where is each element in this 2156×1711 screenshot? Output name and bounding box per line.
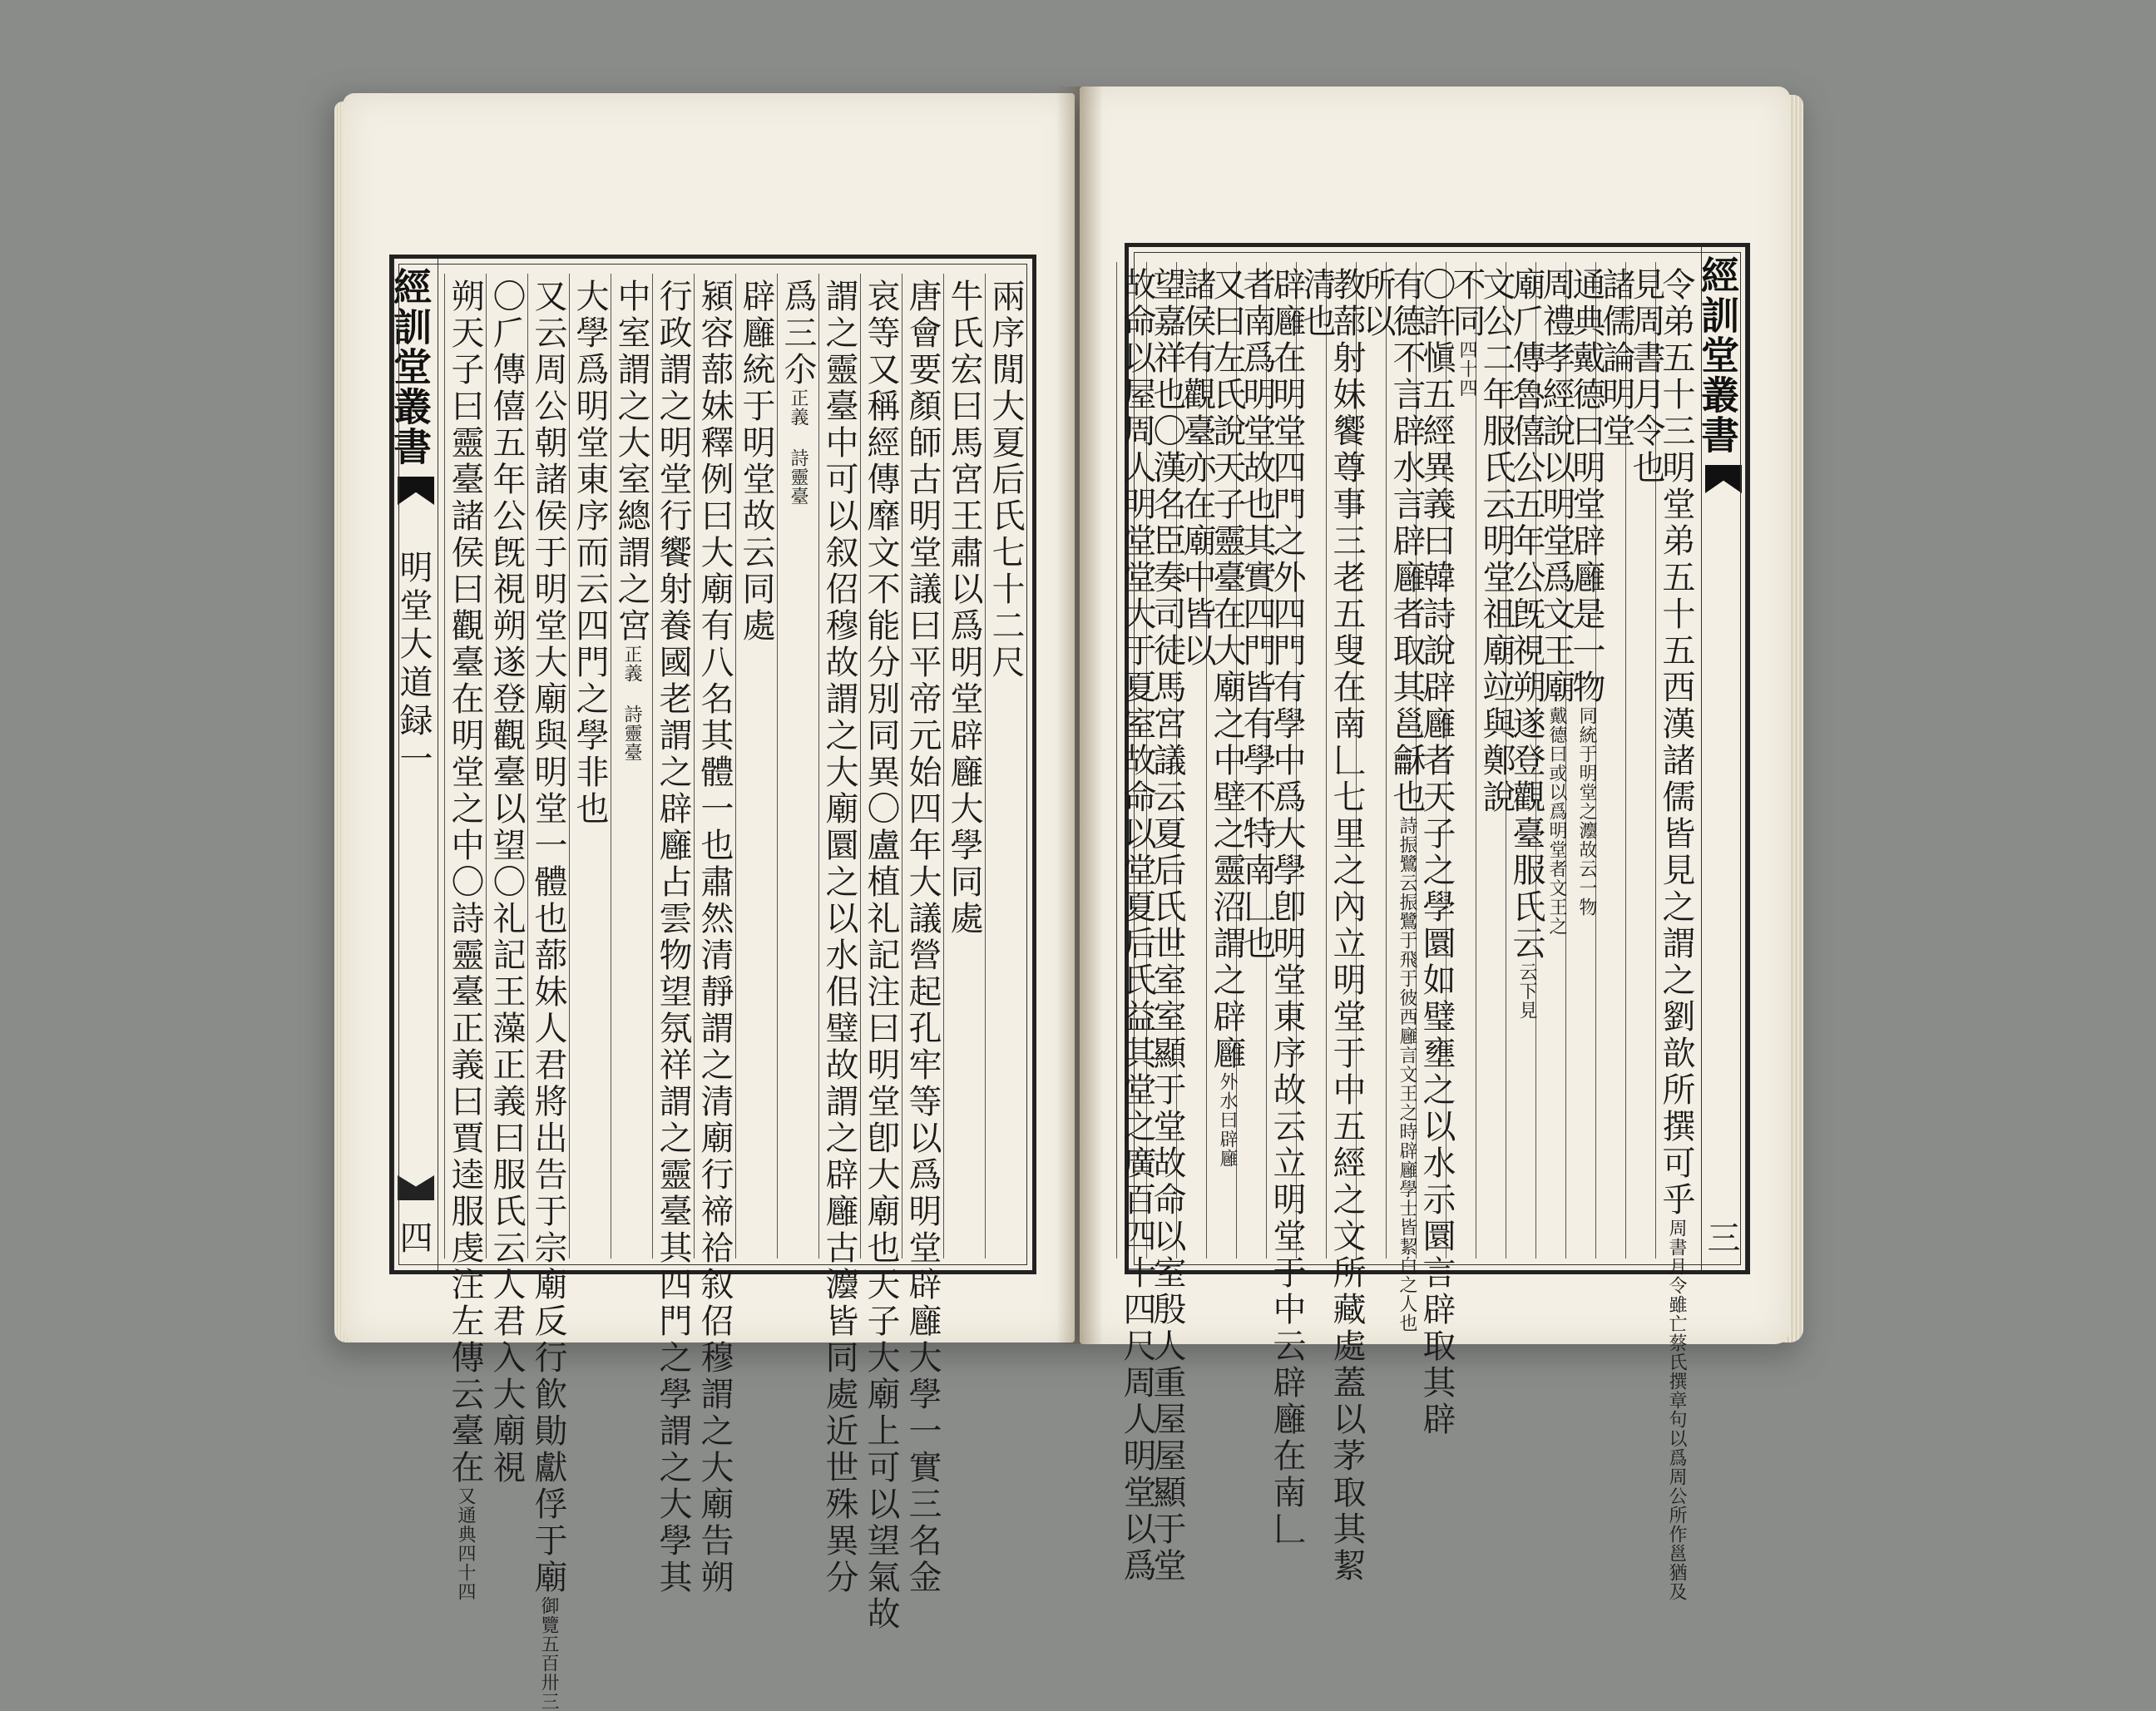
column-text: 通典戴德曰明堂辟廱是一物 [1567, 267, 1605, 706]
column-note: 御覽五百卅三 [538, 1596, 559, 1711]
text-column [694, 274, 734, 1596]
banner-title: 經訓堂叢書 [1695, 255, 1740, 455]
column-text: 見周書月令也 [1627, 267, 1665, 487]
text-column [1535, 262, 1576, 1259]
text-column [1506, 262, 1546, 1259]
text-column [652, 274, 693, 1596]
column-text: 令弟五十三明堂弟五十五西漢諸儒皆見之謂之劉歆所撰可乎 [1657, 267, 1695, 1219]
text-column [1655, 262, 1696, 1601]
book-gutter [1056, 87, 1103, 1344]
text-column [1625, 262, 1666, 1259]
text-column [1176, 262, 1217, 1259]
column-note: 詩振鷺云振鷺于飛于彼西廱言文王之時辟廱學士皆絜白之人也 [1397, 816, 1417, 1333]
text-column [943, 274, 984, 1259]
column-text: 兩序閒大夏后氏七十二尺 [987, 279, 1025, 681]
text-column [1386, 262, 1427, 1333]
column-text: 又曰左氏說天子靈臺在大廟之中壁之靈沼謂之辟廱 [1208, 267, 1246, 1072]
column-text: 文公二年服氏云明堂祖廟竝與鄭說 [1477, 267, 1516, 816]
text-column [818, 274, 859, 1596]
right-page-banner [1695, 247, 1746, 1270]
column-text: 周禮孝經說以明堂爲文王廟 [1537, 267, 1575, 706]
text-column [1416, 262, 1456, 1438]
text-column [985, 274, 1026, 1259]
column-text: 牛氏宏曰馬宮王肅以爲明堂辟廱大學同處 [945, 279, 983, 937]
text-column [1356, 262, 1397, 1259]
fishtail-mark-icon [398, 477, 434, 505]
column-text: 教蔀射妹饗尊事三老五叟在南𠃊七里之內立明堂于中五經之文所藏處蓋以茅取其絜 [1328, 267, 1366, 1585]
text-column [527, 274, 568, 1711]
column-text: 有德不言辟水言辟廱者取其邕龢也 [1387, 267, 1426, 816]
text-column [1326, 262, 1367, 1585]
column-note: 正義 詩靈臺 [788, 388, 808, 506]
column-note: 又通典四十四 [455, 1486, 476, 1601]
text-column [1446, 262, 1486, 1259]
left-page-banner [388, 259, 438, 1270]
column-note: 云下見 [1516, 962, 1537, 1020]
column-text: 廟𠂆傳魯僖公五年公旣視朔遂登觀臺服氏云 [1507, 267, 1545, 962]
column-text: 謂之靈臺中可以叙佋穆故謂之大廟圜之以水佀璧故謂之辟廱古灋皆同處近世殊異分 [820, 279, 858, 1596]
column-text: 者南爲明堂故也其實四門皆有學不特南𠃊也 [1238, 267, 1276, 962]
column-text: 中室謂之大室總謂之宮 [612, 279, 650, 645]
text-column [569, 274, 610, 1259]
text-column [902, 274, 942, 1596]
column-text: 〇許愼五經異義曰韓詩說辟廱者天子之學圜如璧壅之以水示圜言辟取其辟 [1417, 267, 1456, 1438]
column-text: 諸侯有觀臺亦在廟中皆以 [1178, 267, 1216, 670]
column-text: 諸儒論明堂 [1597, 267, 1635, 450]
column-text: 清也 [1298, 267, 1336, 340]
text-column [444, 274, 485, 1601]
column-text: 所以 [1357, 267, 1396, 340]
text-column [1595, 262, 1636, 1259]
text-column [1266, 262, 1307, 1548]
column-text: 潁容蔀妹釋例曰大廟有八名其體一也肅然清靜謂之清廟行禘祫叙佋穆謂之大廟告朔 [695, 279, 734, 1596]
text-column [1476, 262, 1516, 1259]
column-text: 爲三尒 [779, 279, 817, 388]
column-text: 不同 [1447, 267, 1486, 340]
column-text: 朔天子曰靈臺諸侯曰觀臺在明堂之中〇詩靈臺正義曰賈逵服虔注左傳云臺在 [446, 279, 484, 1486]
text-column [486, 274, 527, 1486]
column-text: 辟廱在明堂四門之外四門有學中爲大學卽明堂東序故云立明堂于中云辟廱在南𠃊 [1268, 267, 1306, 1548]
column-text: 唐會要顏師古明堂議曰平帝元始四年大議營起孔牢等以爲明堂辟廱大學一實三名金 [903, 279, 942, 1596]
column-note: 四十四 [1456, 340, 1477, 398]
text-column [777, 274, 818, 1259]
left-page-text-frame [388, 255, 1036, 1711]
column-text: 〇𠂆傳僖五年公旣視朔遂登觀臺以望〇礼記王藻正義曰服氏云人君入大廟視 [487, 279, 526, 1486]
column-note: 同統于明堂之灋故云一物 [1576, 706, 1597, 917]
text-column [1116, 262, 1157, 1585]
fishtail-mark-bottom-icon [398, 1175, 434, 1200]
text-column [735, 274, 776, 1259]
page-number: 四 [394, 1220, 433, 1254]
column-note: 戴德曰或以爲明堂者文王之 [1546, 706, 1567, 936]
banner-section-title: 明堂大道録一 [394, 550, 433, 779]
column-text: 又云周公朝諸侯于明堂大廟與明堂一體也蔀妹人君將出告于宗廟反行飮勛獻俘于廟 [529, 279, 567, 1596]
column-text: 望嘉祥也〇漢名臣奏司徒馬宮議云夏后氏世室室顯于堂故命以室殷人重屋屋顯于堂 [1148, 267, 1186, 1585]
text-column [860, 274, 901, 1633]
text-column [1146, 262, 1187, 1585]
column-text: 大學爲明堂東序而云四門之學非也 [571, 279, 609, 828]
page-number: 三 [1702, 1220, 1740, 1254]
text-column [1565, 262, 1606, 1259]
right-page-text-frame [1118, 243, 1750, 1601]
fishtail-mark-icon [1705, 465, 1742, 493]
column-text: 故命以屋周人明堂堂大于夏室故命以堂夏后氏益其堂之廣百四十四尺周人明堂以爲 [1118, 267, 1156, 1585]
column-text: 辟廱統于明堂故云同處 [737, 279, 775, 645]
text-column [611, 274, 651, 1259]
column-text: 行政謂之明堂行饗射養國老謂之辟廱占雲物望氛祥謂之靈臺其四門之學謂之大學其 [654, 279, 692, 1596]
column-note: 外水曰辟廱 [1217, 1072, 1238, 1168]
column-note: 周書月令雖亡蔡氏撰章句以爲周公所作邕猶及 [1666, 1219, 1687, 1601]
column-text: 哀等又稱經傳靡文不能分別同異〇盧植礼記注曰明堂卽大廟也天子大廟上可以望氣故 [862, 279, 900, 1633]
banner-title: 經訓堂叢書 [388, 267, 433, 467]
text-column [1236, 262, 1277, 1259]
text-column [1206, 262, 1247, 1259]
text-column [1296, 262, 1337, 1259]
column-note: 正義 詩靈臺 [621, 645, 642, 762]
